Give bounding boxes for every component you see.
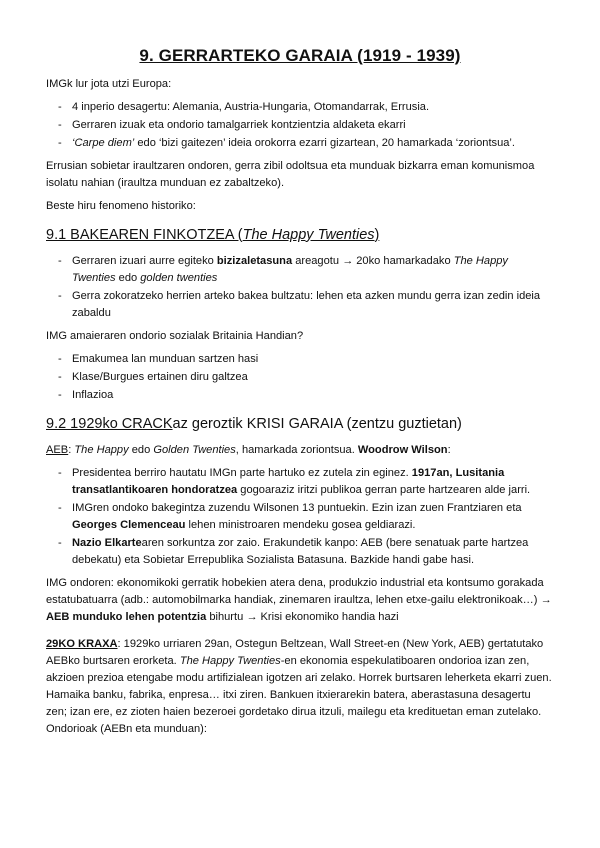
other-phenomena: Beste hiru fenomeno historiko: <box>46 200 196 212</box>
intro-list <box>46 99 554 152</box>
section-heading-9-2: 9.2 1929ko CRACKaz geroztik KRISI GARAIA (zentzu guztietan) <box>46 416 462 432</box>
list-item: - Gerraren izuak eta ondorio tamalgarriek kontzientzia aldaketa ekarri <box>58 119 406 131</box>
intro-lead: IMGk lur jota utzi Europa: <box>46 78 172 90</box>
effects-list <box>46 351 554 404</box>
russia-paragraph: Errusian sobietar iraultzaren ondoren, gerra zibil odoltsua eta munduak bizkarra eman komunismoa isolatu nahian (iraultza munduan ez zabaltzeko). <box>46 160 535 189</box>
list-item: - Inflazioa <box>58 389 114 401</box>
list-item: - Gerraren izuari aurre egiteko bizizaletasuna areagotu → 20ko hamarkadako The Happy Twenties edo golden twenties <box>58 255 508 284</box>
post-war-paragraph: IMG ondoren: ekonomikoki gerratik hobekien atera dena, produkzio industrial eta kontsumo gorakada estatubatuarra (adb.: automobilmarka handiak, zinemaren iraultza, lehen etxe-gailu elektronikoak…) → AEB munduko lehen potentzia bihurtu → Krisi ekonomiko handia hazi <box>46 577 552 623</box>
list-item: - Gerra zokoratzeko herrien arteko bakea bultzatu: lehen eta azken mundu gerra izan zedin ideia zabaldu <box>58 290 541 319</box>
list-item: - Nazio Elkartearen sorkuntza zor zaio. Erakundetik kanpo: AEB (bere senatuak parte hartzea debekatu) eta Sobietar Errepublika Sozialista Batasuna. Bazkide handi gabe hasi. <box>58 537 529 566</box>
list-item: - Emakumea lan munduan sartzen hasi <box>58 353 259 365</box>
list-item: - IMGren ondoko bakegintza zuzendu Wilsonen 13 puntuekin. Ezin izan zuen Frantziaren eta Georges Clemenceau lehen ministroaren mendeku gosea geldiarazi. <box>58 502 522 531</box>
social-question: IMG amaieraren ondorio sozialak Britainia Handian? <box>46 330 304 342</box>
wilson-list <box>46 465 554 569</box>
section1-list <box>46 253 554 322</box>
crash-paragraph: 29KO KRAXA: 1929ko urriaren 29an, Ostegun Beltzean, Wall Street-en (New York, AEB) gertatutako AEBko burtsaren erorketa. The Happy Twenties-en ekonomia espekulatiboaren ondorioa izan zen, akzioen prezioa etengabe modu artifizialean igotzen ari zelako. Horrek burtsaren leherketa ekarri zuen. Hamaika banku, fabrika, enpresa… itxi ziren. Bankuen itxierarekin batera, aberastasuna desagertu zen; izan ere, ez zioten haien bezeroei gordetako dirua itzuli, mailegu eta kredituetan eman zutelako. Ondorioak (AEBn eta munduan): <box>46 638 552 735</box>
list-item: - Presidentea berriro hautatu IMGn parte hartuko ez zutela zin eginez. 1917an, Lusitania transatlantikoaren hondoratzea gogoaraziz iritzi publikoa gerran parte hartzearen alde jarri. <box>58 467 531 496</box>
list-item: - Klase/Burgues ertainen diru galtzea <box>58 371 248 383</box>
section-heading-9-1: 9.1 BAKEAREN FINKOTZEA (The Happy Twenties) <box>46 227 380 243</box>
list-item: - ‘Carpe diem’ edo ‘bizi gaitezen’ ideia orokorra ezarri gizartean, 20 hamarkada ‘zoriontsua’. <box>58 137 515 149</box>
list-item: - 4 inperio desagertu: Alemania, Austria-Hungaria, Otomandarrak, Errusia. <box>58 101 430 113</box>
page-title: 9. GERRARTEKO GARAIA (1919 - 1939) <box>139 46 461 65</box>
aeb-paragraph: AEB: The Happy edo Golden Twenties, hamarkada zoriontsua. Woodrow Wilson: <box>46 444 451 456</box>
